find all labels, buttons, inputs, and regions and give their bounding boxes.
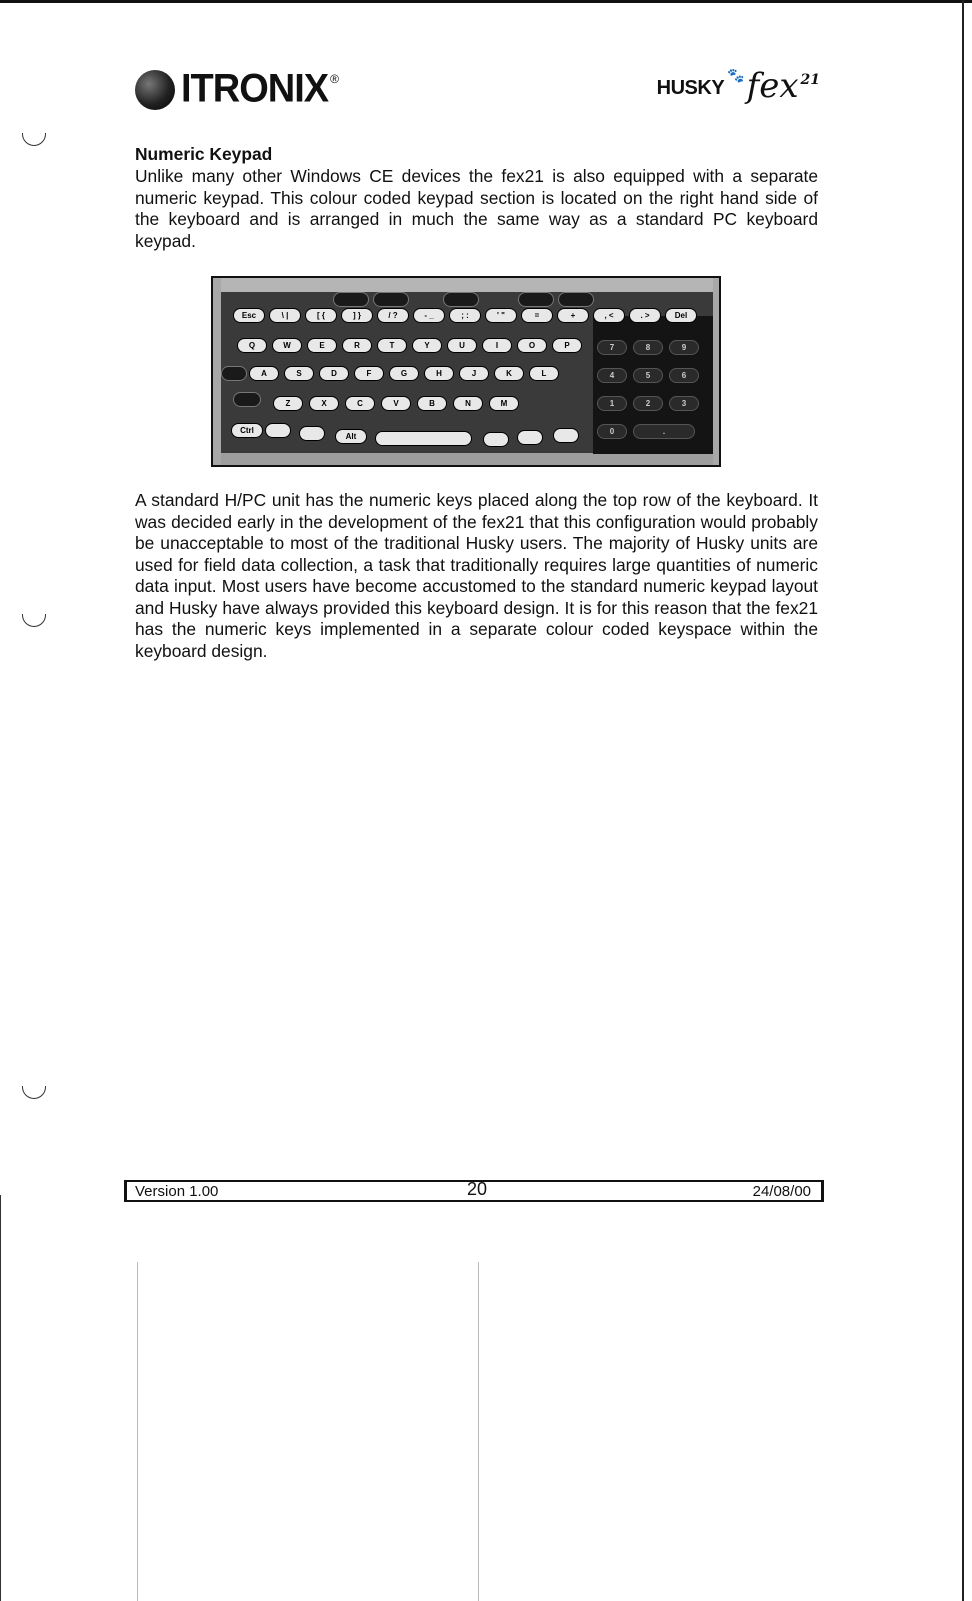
column-guide-line (478, 1262, 479, 1601)
fex-model-number: 21 (800, 72, 820, 88)
keyboard-key (233, 392, 261, 407)
keyboard-key: = (521, 308, 553, 323)
keyboard-key: I (482, 338, 512, 353)
keyboard-key: V (381, 396, 411, 411)
keyboard-key: E (307, 338, 337, 353)
keyboard-key: 4 (597, 368, 627, 383)
keyboard-photo (211, 276, 721, 467)
keyboard-key: Y (412, 338, 442, 353)
keyboard-key: A (249, 366, 279, 381)
keyboard-key (517, 430, 543, 445)
keyboard-key: Ctrl (231, 423, 263, 438)
keyboard-key: L (529, 366, 559, 381)
keyboard-key: 6 (669, 368, 699, 383)
keyboard-key: 1 (597, 396, 627, 411)
keyboard-key: O (517, 338, 547, 353)
keyboard-key (558, 292, 594, 307)
keyboard-key: F (354, 366, 384, 381)
keyboard-key: B (417, 396, 447, 411)
keyboard-key: Esc (233, 308, 265, 323)
husky-wordmark: HUSKY (656, 77, 725, 99)
paragraph-intro: Unlike many other Windows CE devices the fex21 is also equipped with a separate numeric keypad. This colour coded keypad section is located on the right hand side of the keyboard and is arranged in much the same way as a standard PC keyboard keypad. (135, 166, 818, 251)
itronix-wordmark: ITRONIX (181, 66, 329, 112)
keyboard-key (299, 426, 325, 441)
keyboard-key (265, 423, 291, 438)
keyboard-key: 0 (597, 424, 627, 439)
column-guide-line (137, 1262, 138, 1601)
registered-mark: ® (330, 72, 339, 86)
keyboard-key: ] } (341, 308, 373, 323)
keyboard-key (373, 292, 409, 307)
keyboard-key: . (633, 424, 695, 439)
keyboard-key: Z (273, 396, 303, 411)
keyboard-top-edge (213, 278, 719, 292)
page-header (135, 64, 820, 114)
left-border-rule (0, 1195, 1, 1601)
keyboard-key: [ { (305, 308, 337, 323)
section-heading: Numeric Keypad (135, 144, 273, 164)
keyboard-key (483, 432, 509, 447)
keyboard-key: S (284, 366, 314, 381)
keyboard-left-edge (213, 278, 221, 465)
keyboard-key: M (489, 396, 519, 411)
keyboard-key (518, 292, 554, 307)
footer-version: Version 1.00 (135, 1183, 219, 1200)
keyboard-key: , < (593, 308, 625, 323)
keyboard-key: 7 (597, 340, 627, 355)
keyboard-key: D (319, 366, 349, 381)
keyboard-key: 2 (633, 396, 663, 411)
keyboard-key: + (557, 308, 589, 323)
page-footer (124, 1180, 824, 1202)
keyboard-key: / ? (377, 308, 409, 323)
keyboard-key: G (389, 366, 419, 381)
paw-icon: 🐾 (727, 67, 745, 83)
keyboard-key: X (309, 396, 339, 411)
keyboard-key: W (272, 338, 302, 353)
keyboard-key: U (447, 338, 477, 353)
keyboard-key (221, 366, 247, 381)
keyboard-key: 3 (669, 396, 699, 411)
keyboard-key: J (459, 366, 489, 381)
paragraph-explanation: A standard H/PC unit has the numeric keys placed along the top row of the keyboard. It was decided early in the development of the fex21 that this configuration would probably be unacceptable to most of the traditional Husky users. The majority of Husky units are used for field data collection, a task that traditionally requires large quantities of numeric data input. Most users have become accustomed to the standard numeric keypad layout and Husky have always provided this keyboard design. It is for this reason that the fex21 has the numeric keys implemented in a separate colour coded keyspace within the keyboard design. (135, 490, 818, 661)
right-border-rule (962, 0, 964, 1601)
keyboard-key: . > (629, 308, 661, 323)
husky-fex21-logo (657, 66, 820, 106)
keyboard-key: 8 (633, 340, 663, 355)
keyboard-key: H (424, 366, 454, 381)
keyboard-key (333, 292, 369, 307)
keyboard-key (375, 431, 472, 446)
keyboard-key: - _ (413, 308, 445, 323)
keyboard-key: \ | (269, 308, 301, 323)
keyboard-key: P (552, 338, 582, 353)
footer-page-number: 20 (467, 1179, 488, 1199)
fex-wordmark: fex (746, 66, 799, 106)
keyboard-key: 9 (669, 340, 699, 355)
keyboard-key: T (377, 338, 407, 353)
keyboard-key: C (345, 396, 375, 411)
keyboard-bottom-edge (213, 453, 719, 465)
keyboard-key: Q (237, 338, 267, 353)
binder-hole-mark (22, 133, 46, 146)
keyboard-key: Alt (335, 429, 367, 444)
keyboard-key: ; : (449, 308, 481, 323)
top-border-rule (0, 0, 972, 3)
keyboard-key: 5 (633, 368, 663, 383)
keyboard-key: Del (665, 308, 697, 323)
keyboard-right-edge (713, 278, 719, 465)
keyboard-key: N (453, 396, 483, 411)
binder-hole-mark (22, 614, 46, 627)
binder-hole-mark (22, 1086, 46, 1099)
footer-date: 24/08/00 (752, 1183, 811, 1200)
keyboard-key: R (342, 338, 372, 353)
keyboard-key: ' " (485, 308, 517, 323)
keyboard-key: K (494, 366, 524, 381)
globe-icon (135, 70, 175, 110)
keyboard-key (443, 292, 479, 307)
keyboard-key (553, 428, 579, 443)
itronix-logo (135, 68, 339, 111)
